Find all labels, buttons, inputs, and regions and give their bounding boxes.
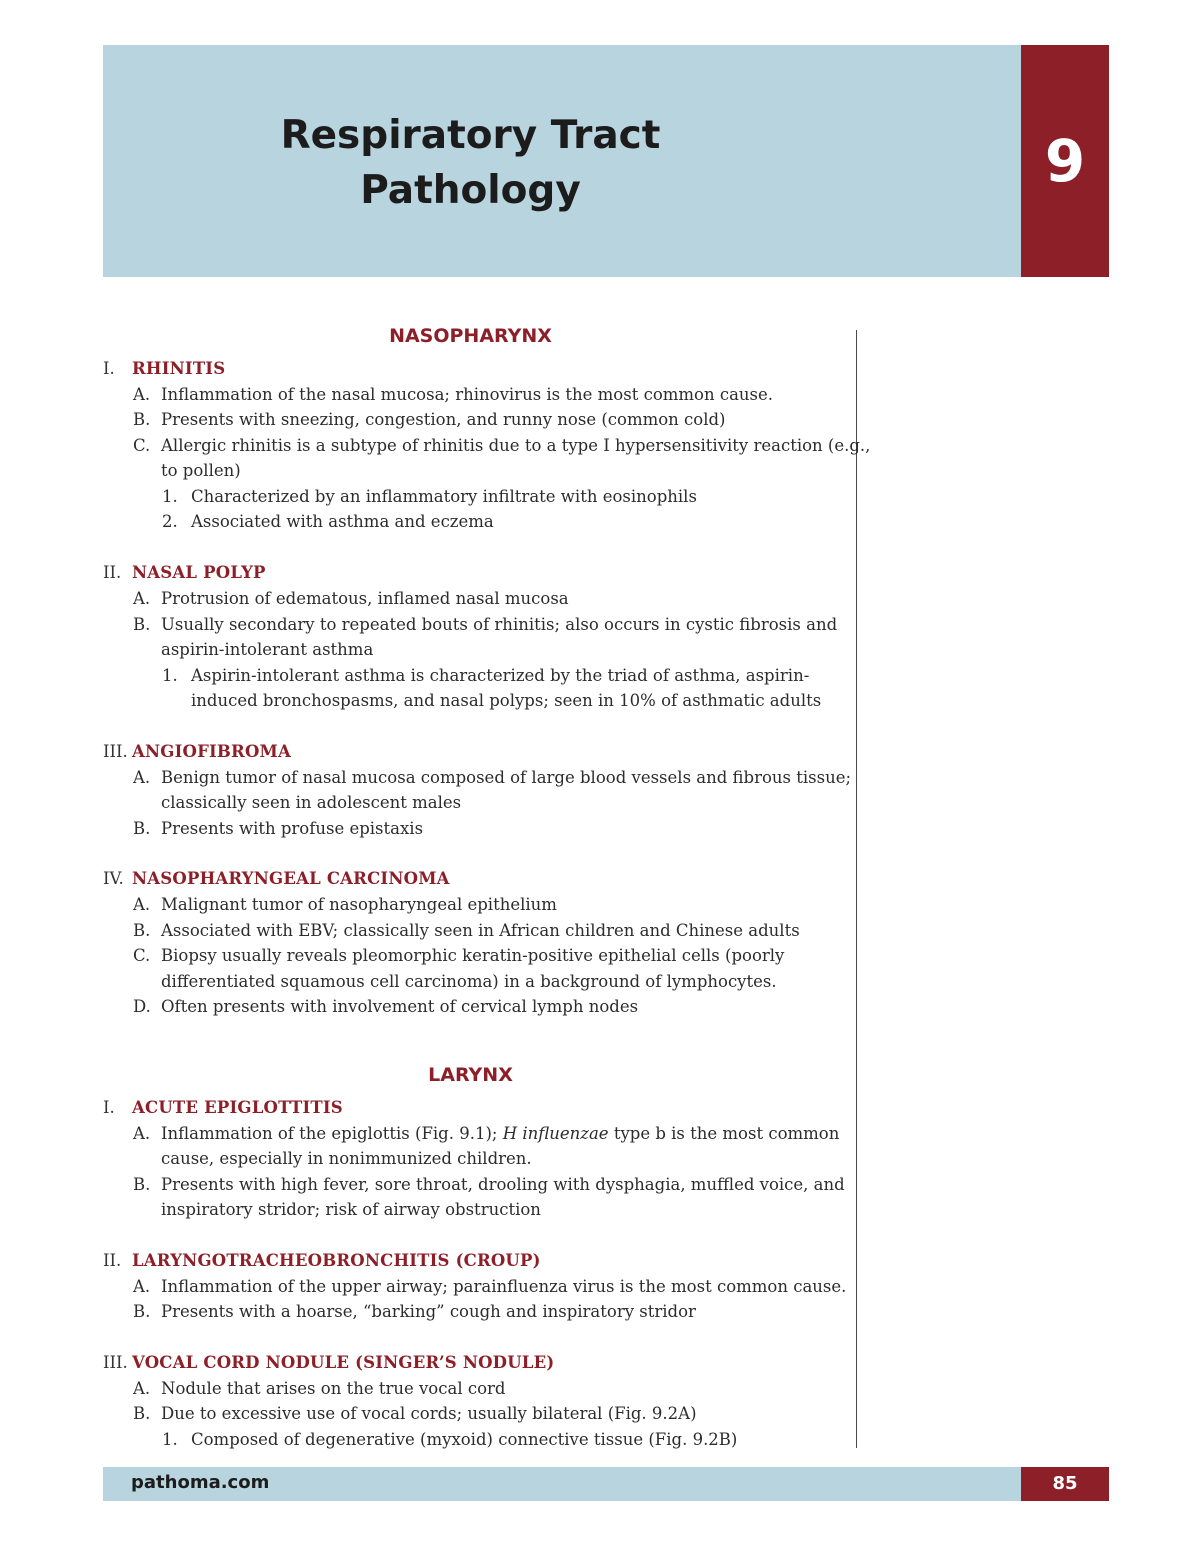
item-text: aspirin-intolerant asthma: [161, 640, 374, 659]
section-heading-larynx: LARYNX: [428, 1064, 513, 1086]
item-marker: A.: [133, 895, 151, 914]
item-marker: A.: [133, 768, 151, 787]
chapter-title-line2: Pathology: [360, 168, 581, 213]
topic-numeral: II.: [103, 563, 122, 582]
topic-title: ACUTE EPIGLOTTITIS: [132, 1098, 343, 1117]
footer-site-url: pathoma.com: [131, 1472, 270, 1493]
item-marker: A.: [133, 589, 151, 608]
item-text: Characterized by an inflammatory infiltrate with eosinophils: [191, 487, 697, 506]
chapter-number: 9: [1044, 127, 1086, 195]
item-text: Associated with asthma and eczema: [191, 512, 494, 531]
item-marker: B.: [133, 1175, 151, 1194]
chapter-title-line1: Respiratory Tract: [280, 113, 661, 158]
item-text: to pollen): [161, 461, 241, 480]
item-text: Due to excessive use of vocal cords; usually bilateral (Fig. 9.2A): [161, 1404, 697, 1423]
item-marker: 1.: [162, 487, 178, 506]
item-text: induced bronchospasms, and nasal polyps; seen in 10% of asthmatic adults: [191, 691, 822, 710]
item-marker: A.: [133, 385, 151, 404]
item-marker: C.: [133, 946, 151, 965]
item-text: Inflammation of the epiglottis (Fig. 9.1); H influenzae type b is the most common: [161, 1124, 840, 1143]
item-text: Inflammation of the upper airway; parainfluenza virus is the most common cause.: [161, 1277, 847, 1296]
item-marker: C.: [133, 436, 151, 455]
topic-nasopharyngeal-carcinoma: [103, 869, 450, 888]
item-text: Allergic rhinitis is a subtype of rhinitis due to a type I hypersensitivity reaction (e.g.,: [161, 436, 871, 455]
item-text: Composed of degenerative (myxoid) connective tissue (Fig. 9.2B): [191, 1430, 738, 1449]
item-text: inspiratory stridor; risk of airway obstruction: [161, 1200, 541, 1219]
item-marker: B.: [133, 1404, 151, 1423]
item-text: Biopsy usually reveals pleomorphic keratin-positive epithelial cells (poorly: [161, 946, 785, 965]
item-text: Presents with profuse epistaxis: [161, 819, 424, 838]
topic-title: ANGIOFIBROMA: [132, 742, 291, 761]
topic-title: VOCAL CORD NODULE (SINGER’S NODULE): [132, 1353, 555, 1372]
item-text: classically seen in adolescent males: [161, 793, 462, 812]
item-marker: B.: [133, 615, 151, 634]
item-text: Presents with high fever, sore throat, drooling with dysphagia, muffled voice, and: [161, 1175, 845, 1194]
item-text: Often presents with involvement of cervical lymph nodes: [161, 997, 639, 1016]
item-marker: A.: [133, 1124, 151, 1143]
item-marker: A.: [133, 1379, 151, 1398]
topic-numeral: III.: [103, 1353, 128, 1372]
topic-title: RHINITIS: [132, 359, 226, 378]
item-marker: B.: [133, 819, 151, 838]
topic-title: NASOPHARYNGEAL CARCINOMA: [132, 869, 450, 888]
section-heading-nasopharynx: NASOPHARYNX: [389, 325, 552, 347]
topic-numeral: II.: [103, 1251, 122, 1270]
item-marker: 1.: [162, 1430, 178, 1449]
topic-acute-epiglottitis: [103, 1098, 343, 1117]
item-text: cause, especially in nonimmunized children.: [161, 1149, 532, 1168]
topic-vocal-cord-nodule: [103, 1353, 554, 1372]
page-number: 85: [1052, 1473, 1078, 1494]
margin-rule: [856, 330, 857, 1448]
item-text: Nodule that arises on the true vocal cord: [161, 1379, 506, 1398]
item-marker: A.: [133, 1277, 151, 1296]
topic-rhinitis: [103, 359, 225, 378]
item-marker: B.: [133, 921, 151, 940]
item-text: Protrusion of edematous, inflamed nasal mucosa: [161, 589, 569, 608]
item-marker: 2.: [162, 512, 178, 531]
chapter-number-box: [1021, 45, 1109, 277]
chapter-title: [103, 108, 838, 218]
item-marker: 1.: [162, 666, 178, 685]
topic-angiofibroma: [103, 742, 291, 761]
topic-numeral: I.: [103, 1098, 115, 1117]
item-text: Aspirin-intolerant asthma is characterized by the triad of asthma, aspirin-: [191, 666, 810, 685]
page-number-box: [1021, 1467, 1109, 1501]
topic-numeral: IV.: [103, 869, 124, 888]
topic-numeral: I.: [103, 359, 115, 378]
item-text: Malignant tumor of nasopharyngeal epithelium: [161, 895, 557, 914]
topic-title: NASAL POLYP: [132, 563, 266, 582]
topic-nasal-polyp: [103, 563, 266, 582]
item-text: Presents with sneezing, congestion, and runny nose (common cold): [161, 410, 726, 429]
item-text: differentiated squamous cell carcinoma) in a background of lymphocytes.: [161, 972, 777, 991]
item-marker: B.: [133, 410, 151, 429]
item-text: Associated with EBV; classically seen in African children and Chinese adults: [161, 921, 800, 940]
item-marker: D.: [133, 997, 151, 1016]
item-text: Inflammation of the nasal mucosa; rhinovirus is the most common cause.: [161, 385, 774, 404]
item-text: Usually secondary to repeated bouts of rhinitis; also occurs in cystic fibrosis and: [161, 615, 838, 634]
item-marker: B.: [133, 1302, 151, 1321]
item-text: Presents with a hoarse, “barking” cough and inspiratory stridor: [161, 1302, 696, 1321]
topic-croup: [103, 1251, 541, 1270]
topic-title: LARYNGOTRACHEOBRONCHITIS (CROUP): [132, 1251, 541, 1270]
topic-numeral: III.: [103, 742, 128, 761]
item-text: Benign tumor of nasal mucosa composed of large blood vessels and fibrous tissue;: [161, 768, 852, 787]
